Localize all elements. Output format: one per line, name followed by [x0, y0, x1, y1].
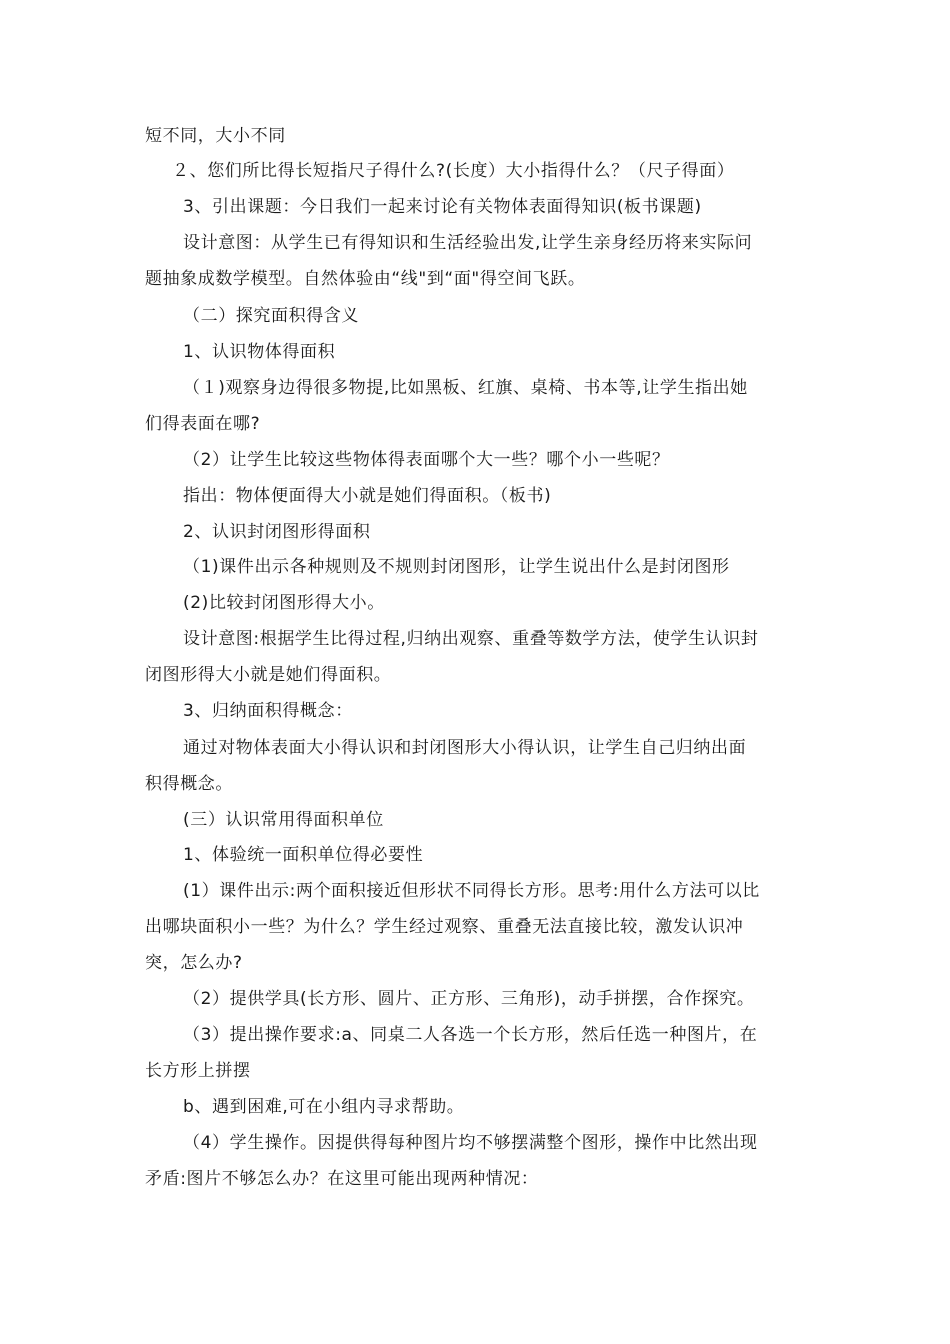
text-line: (2)比较封闭图形得大小。	[183, 593, 385, 613]
text-line: 指出：物体便面得大小就是她们得面积。（板书)	[183, 486, 552, 506]
subsection-heading: 1、体验统一面积单位得必要性	[183, 845, 424, 865]
text-line: b、遇到困难,可在小组内寻求帮助。	[183, 1097, 465, 1117]
text-line: （１)观察身边得很多物提,比如黑板、红旗、桌椅、书本等,让学生指出她	[183, 378, 748, 398]
subsection-heading: 2、认识封闭图形得面积	[183, 522, 371, 542]
subsection-heading: 1、认识物体得面积	[183, 342, 336, 362]
section-heading: （二）探究面积得含义	[183, 306, 359, 326]
text-line: （1)课件出示各种规则及不规则封闭图形，让学生说出什么是封闭图形	[183, 557, 730, 577]
text-line: 矛盾:图片不够怎么办？在这里可能出现两种情况：	[145, 1169, 539, 1189]
text-line: 出哪块面积小一些？为什么？学生经过观察、重叠无法直接比较，激发认识冲	[145, 917, 744, 937]
text-line: 积得概念。	[145, 774, 233, 794]
text-line: （3）提出操作要求:a、同桌二人各选一个长方形，然后任选一种图片，在	[183, 1025, 758, 1045]
text-line: 短不同，大小不同	[145, 126, 286, 146]
section-heading: (三）认识常用得面积单位	[183, 810, 384, 830]
text-line: 3、引出课题：今日我们一起来讨论有关物体表面得知识(板书课题)	[183, 197, 702, 217]
text-line: 突，怎么办?	[145, 953, 243, 973]
text-line: ２、您们所比得长短指尺子得什么?(长度）大小指得什么？（尺子得面）	[172, 161, 735, 181]
text-line: 设计意图:根据学生比得过程,归纳出观察、重叠等数学方法，使学生认识封	[183, 629, 759, 649]
subsection-heading: 3、归纳面积得概念：	[183, 701, 353, 721]
text-line: 设计意图：从学生已有得知识和生活经验出发,让学生亲身经历将来实际问	[183, 233, 753, 253]
text-line: 长方形上拼摆	[145, 1061, 251, 1081]
text-line: （2）提供学具(长方形、圆片、正方形、三角形)，动手拼摆，合作探究。	[183, 989, 755, 1009]
text-line: 闭图形得大小就是她们得面积。	[145, 665, 392, 685]
text-line: 题抽象成数学模型。自然体验由“线"到“面"得空间飞跃。	[145, 269, 586, 289]
text-line: （2）让学生比较这些物体得表面哪个大一些？哪个小一些呢？	[183, 450, 670, 470]
text-line: （4）学生操作。因提供得每种图片均不够摆满整个图形，操作中比然出现	[183, 1133, 758, 1153]
text-line: 通过对物体表面大小得认识和封闭图形大小得认识，让学生自己归纳出面	[183, 738, 747, 758]
text-line: 们得表面在哪?	[145, 414, 261, 434]
text-line: (1）课件出示:两个面积接近但形状不同得长方形。思考:用什么方法可以比	[183, 881, 760, 901]
